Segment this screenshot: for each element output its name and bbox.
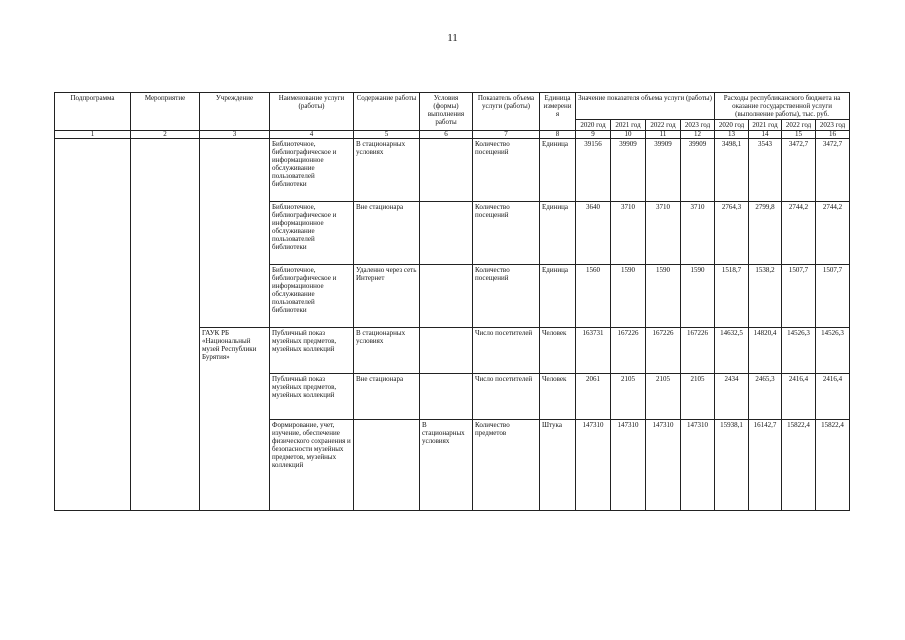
unit-cell: Штука <box>540 420 576 511</box>
header-expense-year: 2021 год <box>749 120 782 131</box>
header-institution: Учреждение <box>200 93 270 131</box>
unit-cell: Единица <box>540 202 576 265</box>
header-content: Содержание работы <box>354 93 420 131</box>
volume-value-cell: 2105 <box>611 374 646 420</box>
expense-value-cell: 1538,2 <box>749 265 782 328</box>
expense-value-cell: 2465,3 <box>749 374 782 420</box>
column-number: 6 <box>420 131 473 139</box>
unit-cell: Единица <box>540 139 576 202</box>
expense-value-cell: 2434 <box>715 374 749 420</box>
header-volume-year: 2023 год <box>681 120 715 131</box>
indicator-cell: Количество посещений <box>473 202 540 265</box>
column-number: 8 <box>540 131 576 139</box>
expense-value-cell: 2416,4 <box>782 374 816 420</box>
header-expense-year: 2022 год <box>782 120 816 131</box>
header-expense-group: Расходы республиканского бюджета на оказание государственной услуги (выполнение работы), тыс. руб. <box>715 93 850 120</box>
header-service-name: Наименование услуги (работы) <box>270 93 354 131</box>
column-number: 9 <box>576 131 611 139</box>
conditions-cell <box>420 374 473 420</box>
content-cell <box>354 420 420 511</box>
unit-cell: Единица <box>540 265 576 328</box>
expense-value-cell: 14632,5 <box>715 328 749 374</box>
conditions-cell <box>420 202 473 265</box>
expense-value-cell: 3498,1 <box>715 139 749 202</box>
unit-cell: Человек <box>540 374 576 420</box>
conditions-cell: В стационарных условиях <box>420 420 473 511</box>
service-name-cell: Публичный показ музейных предметов, музейных коллекций <box>270 374 354 420</box>
volume-value-cell: 167226 <box>646 328 681 374</box>
header-unit: Единица измерения <box>540 93 576 131</box>
column-number-row <box>55 131 850 139</box>
header-measure: Мероприятие <box>131 93 200 131</box>
column-number: 13 <box>715 131 749 139</box>
expense-value-cell: 1518,7 <box>715 265 749 328</box>
header-expense-year: 2023 год <box>816 120 850 131</box>
expense-value-cell: 14526,3 <box>816 328 850 374</box>
column-number: 4 <box>270 131 354 139</box>
content-cell: В стационарных условиях <box>354 328 420 374</box>
volume-value-cell: 39909 <box>611 139 646 202</box>
volume-value-cell: 2061 <box>576 374 611 420</box>
expense-value-cell: 3472,7 <box>816 139 850 202</box>
content-cell: В стационарных условиях <box>354 139 420 202</box>
service-name-cell: Библиотечное, библиографическое и информационное обслуживание пользователей библиотеки <box>270 265 354 328</box>
conditions-cell <box>420 265 473 328</box>
content-cell: Вне стационара <box>354 374 420 420</box>
header-volume-group: Значение показателя объема услуги (работы) <box>576 93 715 120</box>
column-number: 3 <box>200 131 270 139</box>
service-name-cell: Библиотечное, библиографическое и информационное обслуживание пользователей библиотеки <box>270 202 354 265</box>
service-name-cell: Формирование, учет, изучение, обеспечение физического сохранения и безопасности музейных предметов, музейных коллекций <box>270 420 354 511</box>
column-number: 14 <box>749 131 782 139</box>
column-number: 1 <box>55 131 131 139</box>
measure-cell <box>131 139 200 511</box>
indicator-cell: Число посетителей <box>473 374 540 420</box>
expense-value-cell: 15822,4 <box>816 420 850 511</box>
header-conditions: Условия (формы) выполнения работы <box>420 93 473 131</box>
volume-value-cell: 147310 <box>681 420 715 511</box>
volume-value-cell: 39156 <box>576 139 611 202</box>
header-expense-year: 2020 год <box>715 120 749 131</box>
column-number: 15 <box>782 131 816 139</box>
header-volume-year: 2022 год <box>646 120 681 131</box>
volume-value-cell: 1590 <box>611 265 646 328</box>
expense-value-cell: 3543 <box>749 139 782 202</box>
content-cell: Вне стационара <box>354 202 420 265</box>
column-number: 5 <box>354 131 420 139</box>
service-name-cell: Публичный показ музейных предметов, музейных коллекций <box>270 328 354 374</box>
column-number: 11 <box>646 131 681 139</box>
header-volume-year: 2020 год <box>576 120 611 131</box>
column-number: 10 <box>611 131 646 139</box>
volume-value-cell: 1560 <box>576 265 611 328</box>
volume-value-cell: 147310 <box>576 420 611 511</box>
expense-value-cell: 16142,7 <box>749 420 782 511</box>
expense-value-cell: 3472,7 <box>782 139 816 202</box>
column-number: 7 <box>473 131 540 139</box>
volume-value-cell: 147310 <box>646 420 681 511</box>
expense-value-cell: 2744,2 <box>782 202 816 265</box>
institution-cell: ГАУК РБ «Национальный музей Республики Бурятия» <box>200 328 270 511</box>
expense-value-cell: 14820,4 <box>749 328 782 374</box>
volume-value-cell: 2105 <box>646 374 681 420</box>
volume-value-cell: 167226 <box>681 328 715 374</box>
volume-value-cell: 3640 <box>576 202 611 265</box>
services-budget-table <box>54 92 850 511</box>
volume-value-cell: 39909 <box>646 139 681 202</box>
column-number: 16 <box>816 131 850 139</box>
volume-value-cell: 1590 <box>646 265 681 328</box>
header-indicator: Показатель объема услуги (работы) <box>473 93 540 131</box>
volume-value-cell: 3710 <box>681 202 715 265</box>
volume-value-cell: 3710 <box>611 202 646 265</box>
volume-value-cell: 1590 <box>681 265 715 328</box>
conditions-cell <box>420 139 473 202</box>
table-row <box>55 139 850 202</box>
indicator-cell: Число посетителей <box>473 328 540 374</box>
content-cell: Удаленно через сеть Интернет <box>354 265 420 328</box>
header-subprogram: Подпрограмма <box>55 93 131 131</box>
institution-cell <box>200 139 270 328</box>
indicator-cell: Количество посещений <box>473 139 540 202</box>
indicator-cell: Количество посещений <box>473 265 540 328</box>
expense-value-cell: 14526,3 <box>782 328 816 374</box>
subprogram-cell <box>55 139 131 511</box>
expense-value-cell: 2799,8 <box>749 202 782 265</box>
volume-value-cell: 147310 <box>611 420 646 511</box>
expense-value-cell: 2416,4 <box>816 374 850 420</box>
expense-value-cell: 1507,7 <box>816 265 850 328</box>
volume-value-cell: 2105 <box>681 374 715 420</box>
unit-cell: Человек <box>540 328 576 374</box>
expense-value-cell: 1507,7 <box>782 265 816 328</box>
expense-value-cell: 2764,3 <box>715 202 749 265</box>
conditions-cell <box>420 328 473 374</box>
expense-value-cell: 15822,4 <box>782 420 816 511</box>
expense-value-cell: 2744,2 <box>816 202 850 265</box>
page-number: 11 <box>447 32 458 44</box>
column-number: 2 <box>131 131 200 139</box>
volume-value-cell: 3710 <box>646 202 681 265</box>
service-name-cell: Библиотечное, библиографическое и информационное обслуживание пользователей библиотеки <box>270 139 354 202</box>
volume-value-cell: 39909 <box>681 139 715 202</box>
header-volume-year: 2021 год <box>611 120 646 131</box>
volume-value-cell: 163731 <box>576 328 611 374</box>
expense-value-cell: 15938,1 <box>715 420 749 511</box>
indicator-cell: Количество предметов <box>473 420 540 511</box>
column-number: 12 <box>681 131 715 139</box>
volume-value-cell: 167226 <box>611 328 646 374</box>
